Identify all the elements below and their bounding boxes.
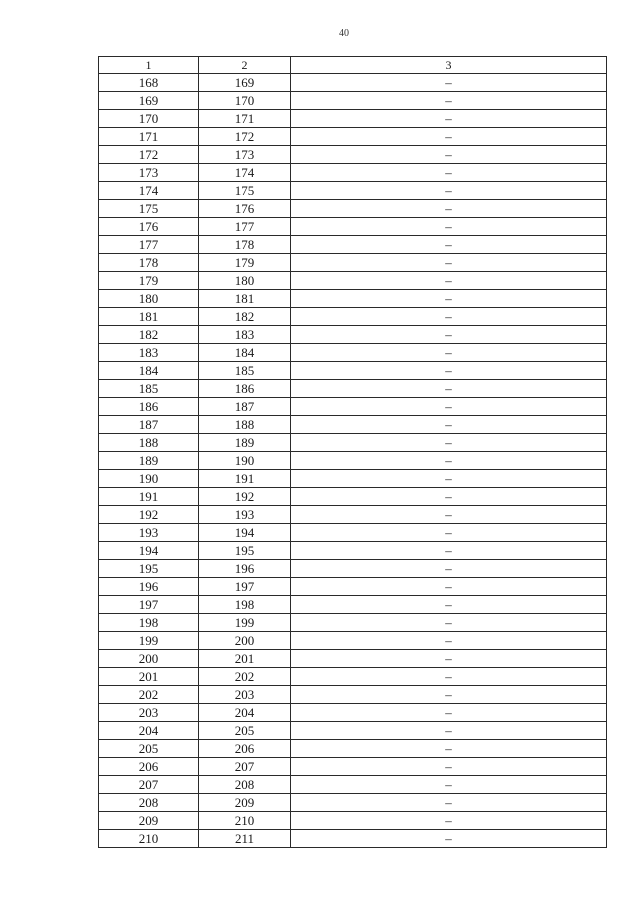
- table-cell-col-1: 201: [99, 668, 199, 686]
- table-cell-col-3: –: [291, 830, 607, 848]
- table-row: [99, 506, 607, 524]
- table-row: [99, 74, 607, 92]
- table-cell-col-1: 175: [99, 200, 199, 218]
- table-cell-col-2: 196: [199, 560, 291, 578]
- table-cell-col-2: 204: [199, 704, 291, 722]
- table-cell-col-3: –: [291, 344, 607, 362]
- table-cell-col-2: 177: [199, 218, 291, 236]
- table-cell-col-3: –: [291, 218, 607, 236]
- table-cell-col-3: –: [291, 632, 607, 650]
- table-cell-col-1: 207: [99, 776, 199, 794]
- table-cell-col-3: –: [291, 434, 607, 452]
- table-cell-col-3: –: [291, 74, 607, 92]
- table-cell-col-1: 198: [99, 614, 199, 632]
- table-row: [99, 812, 607, 830]
- table-row: [99, 650, 607, 668]
- table-cell-col-3: –: [291, 704, 607, 722]
- table-cell-col-1: 193: [99, 524, 199, 542]
- table-cell-col-2: 208: [199, 776, 291, 794]
- table-cell-col-2: 172: [199, 128, 291, 146]
- table-cell-col-1: 209: [99, 812, 199, 830]
- table-cell-col-2: 199: [199, 614, 291, 632]
- table-cell-col-3: –: [291, 254, 607, 272]
- table-cell-col-3: –: [291, 182, 607, 200]
- page-number: 40: [339, 28, 349, 39]
- table-row: [99, 488, 607, 506]
- table-cell-col-3: –: [291, 200, 607, 218]
- table-cell-col-2: 197: [199, 578, 291, 596]
- table-cell-col-2: 202: [199, 668, 291, 686]
- table-cell-col-1: 183: [99, 344, 199, 362]
- table-cell-col-3: –: [291, 398, 607, 416]
- table-cell-col-3: –: [291, 326, 607, 344]
- table-cell-col-1: 168: [99, 74, 199, 92]
- table-cell-col-1: 188: [99, 434, 199, 452]
- table-cell-col-1: 185: [99, 380, 199, 398]
- table-cell-col-3: –: [291, 164, 607, 182]
- table-body: [99, 74, 607, 848]
- table-cell-col-2: 201: [199, 650, 291, 668]
- table-cell-col-2: 195: [199, 542, 291, 560]
- table-cell-col-1: 199: [99, 632, 199, 650]
- table-cell-col-1: 179: [99, 272, 199, 290]
- table-cell-col-3: –: [291, 524, 607, 542]
- table-cell-col-3: –: [291, 686, 607, 704]
- table-row: [99, 272, 607, 290]
- table-cell-col-1: 191: [99, 488, 199, 506]
- table-cell-col-1: 181: [99, 308, 199, 326]
- table-cell-col-2: 206: [199, 740, 291, 758]
- table-row: [99, 830, 607, 848]
- table-cell-col-1: 205: [99, 740, 199, 758]
- table-cell-col-1: 197: [99, 596, 199, 614]
- table-cell-col-1: 170: [99, 110, 199, 128]
- table-cell-col-3: –: [291, 362, 607, 380]
- table-row: [99, 92, 607, 110]
- table-cell-col-2: 192: [199, 488, 291, 506]
- table-cell-col-2: 186: [199, 380, 291, 398]
- table-cell-col-2: 194: [199, 524, 291, 542]
- table-cell-col-3: –: [291, 110, 607, 128]
- table-cell-col-2: 188: [199, 416, 291, 434]
- table-row: [99, 200, 607, 218]
- table-cell-col-3: –: [291, 578, 607, 596]
- table-cell-col-2: 211: [199, 830, 291, 848]
- table-row: [99, 236, 607, 254]
- table-cell-col-2: 205: [199, 722, 291, 740]
- table-cell-col-3: –: [291, 416, 607, 434]
- table-row: [99, 560, 607, 578]
- table-cell-col-2: 182: [199, 308, 291, 326]
- table-row: [99, 794, 607, 812]
- table-cell-col-2: 169: [199, 74, 291, 92]
- table-cell-col-3: –: [291, 128, 607, 146]
- table-cell-col-1: 182: [99, 326, 199, 344]
- table-cell-col-1: 195: [99, 560, 199, 578]
- table-row: [99, 776, 607, 794]
- table-row: [99, 164, 607, 182]
- table-cell-col-2: 174: [199, 164, 291, 182]
- table-cell-col-3: –: [291, 812, 607, 830]
- table-cell-col-2: 190: [199, 452, 291, 470]
- table-cell-col-3: –: [291, 542, 607, 560]
- table-row: [99, 218, 607, 236]
- table-cell-col-3: –: [291, 758, 607, 776]
- table-cell-col-2: 185: [199, 362, 291, 380]
- table-cell-col-2: 179: [199, 254, 291, 272]
- table-row: [99, 740, 607, 758]
- table-row: [99, 542, 607, 560]
- table-cell-col-1: 202: [99, 686, 199, 704]
- table-cell-col-2: 203: [199, 686, 291, 704]
- table-row: [99, 254, 607, 272]
- table-cell-col-2: 187: [199, 398, 291, 416]
- table-cell-col-2: 198: [199, 596, 291, 614]
- table-cell-col-2: 175: [199, 182, 291, 200]
- table-cell-col-2: 173: [199, 146, 291, 164]
- column-header-3: 3: [291, 57, 607, 74]
- table-cell-col-1: 187: [99, 416, 199, 434]
- table-cell-col-3: –: [291, 488, 607, 506]
- header-row: [99, 57, 607, 74]
- table-cell-col-2: 210: [199, 812, 291, 830]
- table-cell-col-3: –: [291, 470, 607, 488]
- table-cell-col-2: 171: [199, 110, 291, 128]
- table-cell-col-3: –: [291, 272, 607, 290]
- table-row: [99, 434, 607, 452]
- table-cell-col-1: 210: [99, 830, 199, 848]
- table-cell-col-3: –: [291, 146, 607, 164]
- table-cell-col-3: –: [291, 506, 607, 524]
- table-row: [99, 398, 607, 416]
- table-cell-col-1: 206: [99, 758, 199, 776]
- table-cell-col-1: 208: [99, 794, 199, 812]
- table-cell-col-2: 207: [199, 758, 291, 776]
- table-row: [99, 596, 607, 614]
- table-row: [99, 110, 607, 128]
- table-row: [99, 614, 607, 632]
- table-cell-col-1: 204: [99, 722, 199, 740]
- table-row: [99, 182, 607, 200]
- table-cell-col-1: 184: [99, 362, 199, 380]
- table-row: [99, 362, 607, 380]
- table-cell-col-3: –: [291, 776, 607, 794]
- table-row: [99, 290, 607, 308]
- table-cell-col-3: –: [291, 668, 607, 686]
- table-row: [99, 416, 607, 434]
- column-header-2: 2: [199, 57, 291, 74]
- table-header: [99, 57, 607, 74]
- table-cell-col-1: 194: [99, 542, 199, 560]
- table-cell-col-2: 191: [199, 470, 291, 488]
- table-cell-col-1: 171: [99, 128, 199, 146]
- table-cell-col-3: –: [291, 650, 607, 668]
- table-cell-col-2: 170: [199, 92, 291, 110]
- table-cell-col-2: 181: [199, 290, 291, 308]
- table-cell-col-2: 178: [199, 236, 291, 254]
- table-cell-col-1: 178: [99, 254, 199, 272]
- column-header-1: 1: [99, 57, 199, 74]
- table-cell-col-1: 176: [99, 218, 199, 236]
- table-cell-col-3: –: [291, 560, 607, 578]
- table-cell-col-1: 186: [99, 398, 199, 416]
- table-cell-col-2: 200: [199, 632, 291, 650]
- table-cell-col-1: 174: [99, 182, 199, 200]
- table-row: [99, 722, 607, 740]
- table-row: [99, 686, 607, 704]
- table-cell-col-2: 183: [199, 326, 291, 344]
- table-row: [99, 146, 607, 164]
- table-row: [99, 452, 607, 470]
- table-cell-col-2: 184: [199, 344, 291, 362]
- data-table: [98, 56, 607, 848]
- table-cell-col-3: –: [291, 290, 607, 308]
- table-cell-col-2: 176: [199, 200, 291, 218]
- table-row: [99, 470, 607, 488]
- table-cell-col-3: –: [291, 236, 607, 254]
- table-row: [99, 308, 607, 326]
- table-cell-col-1: 189: [99, 452, 199, 470]
- table-row: [99, 758, 607, 776]
- table-row: [99, 524, 607, 542]
- table-row: [99, 704, 607, 722]
- table-cell-col-2: 209: [199, 794, 291, 812]
- table-cell-col-1: 190: [99, 470, 199, 488]
- table-row: [99, 344, 607, 362]
- table-cell-col-1: 192: [99, 506, 199, 524]
- table-row: [99, 578, 607, 596]
- table-cell-col-1: 196: [99, 578, 199, 596]
- table-cell-col-1: 173: [99, 164, 199, 182]
- table-cell-col-3: –: [291, 740, 607, 758]
- table-row: [99, 380, 607, 398]
- table-cell-col-3: –: [291, 308, 607, 326]
- table-cell-col-3: –: [291, 596, 607, 614]
- table-cell-col-3: –: [291, 92, 607, 110]
- table-row: [99, 632, 607, 650]
- table-row: [99, 326, 607, 344]
- table-cell-col-1: 172: [99, 146, 199, 164]
- table-cell-col-2: 189: [199, 434, 291, 452]
- table-cell-col-3: –: [291, 722, 607, 740]
- table-row: [99, 668, 607, 686]
- table-cell-col-1: 169: [99, 92, 199, 110]
- table-cell-col-3: –: [291, 794, 607, 812]
- table-row: [99, 128, 607, 146]
- table-cell-col-1: 200: [99, 650, 199, 668]
- table-cell-col-1: 203: [99, 704, 199, 722]
- table-cell-col-1: 177: [99, 236, 199, 254]
- table-cell-col-3: –: [291, 614, 607, 632]
- table-cell-col-1: 180: [99, 290, 199, 308]
- table-cell-col-2: 193: [199, 506, 291, 524]
- table-cell-col-3: –: [291, 452, 607, 470]
- table-cell-col-2: 180: [199, 272, 291, 290]
- table-cell-col-3: –: [291, 380, 607, 398]
